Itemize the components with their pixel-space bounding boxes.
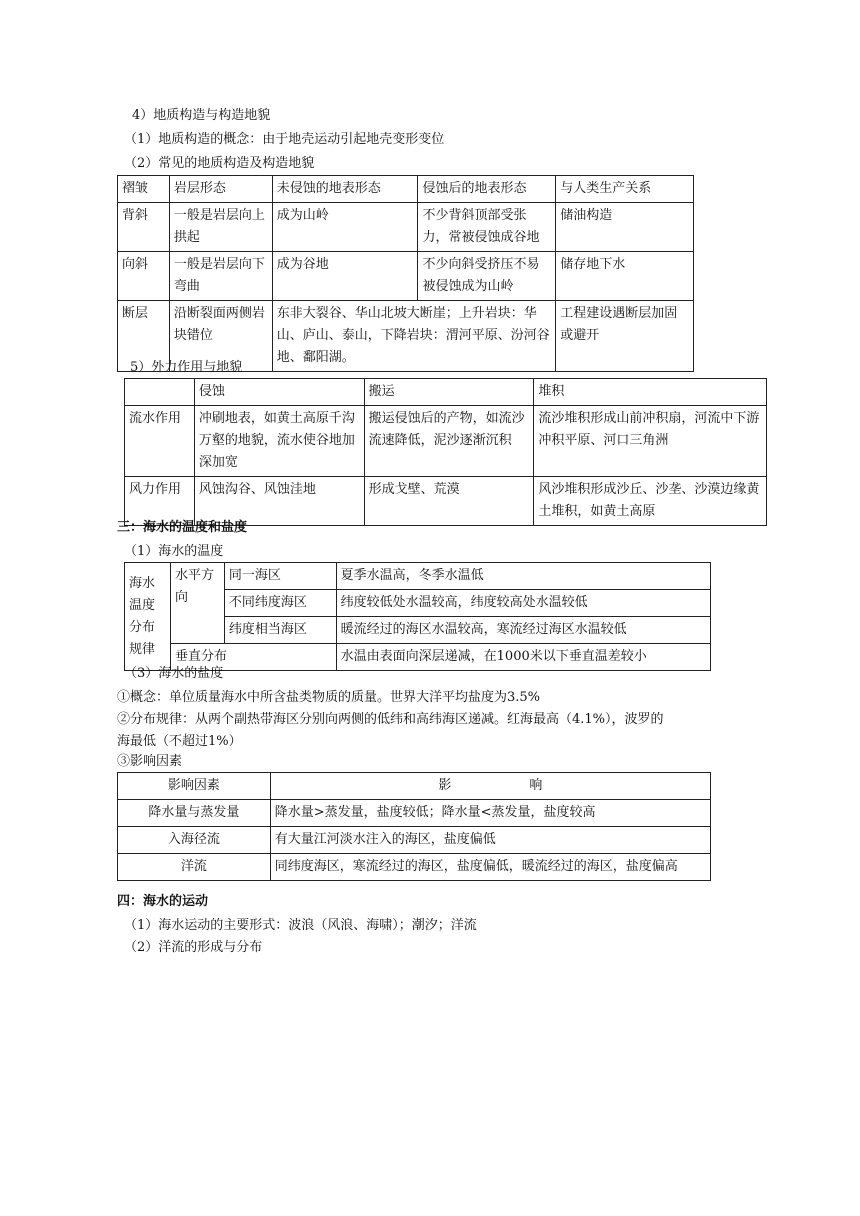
table-cell: 流沙堆积形成山前冲积扇，河流中下游冲积平原、河口三角洲 bbox=[534, 406, 767, 477]
paragraph-ocean-currents: （2）洋流的形成与分布 bbox=[124, 940, 263, 955]
table-cell: 成为谷地 bbox=[272, 252, 418, 301]
paragraph-salinity: （3）海水的盐度 bbox=[124, 666, 224, 681]
header-cell: 与人类生产关系 bbox=[556, 176, 694, 203]
table-cell: 不少向斜受挤压不易被侵蚀成为山岭 bbox=[418, 252, 556, 301]
table-cell: 储油构造 bbox=[556, 203, 694, 252]
table-cell: 流水作用 bbox=[125, 406, 195, 477]
table-row bbox=[118, 203, 694, 252]
header-cell: 侵蚀 bbox=[194, 379, 364, 406]
section-title-ocean-motion: 四：海水的运动 bbox=[117, 894, 209, 909]
section-title-temperature-salinity: 三：海水的温度和盐度 bbox=[117, 520, 248, 535]
paragraph-salinity-factors: ③影响因素 bbox=[117, 754, 183, 769]
table-cell: 沿断裂面两侧岩块错位 bbox=[169, 301, 272, 372]
header-cell: 堆积 bbox=[534, 379, 767, 406]
table-cell: 纬度相当海区 bbox=[224, 617, 336, 644]
table-cell: 水平方向 bbox=[170, 563, 224, 644]
table-row bbox=[118, 827, 711, 854]
table-row bbox=[118, 252, 694, 301]
paragraph-common-structures: （2）常见的地质构造及构造地貌 bbox=[124, 156, 315, 171]
paragraph-ocean-motion-forms: （1）海水运动的主要形式：波浪（风浪、海啸）；潮汐；洋流 bbox=[124, 918, 477, 933]
table-row bbox=[125, 406, 767, 477]
external-forces-table bbox=[124, 378, 767, 526]
header-cell: 影响因素 bbox=[118, 773, 271, 800]
table-cell: 有大量江河淡水注入的海区，盐度偏低 bbox=[270, 827, 710, 854]
table-cell: 降水量>蒸发量，盐度较低；降水量<蒸发量，盐度较高 bbox=[270, 800, 710, 827]
paragraph-salinity-distribution: ②分布规律：从两个副热带海区分别向两侧的低纬和高纬海区递减。红海最高（4.1%），波罗的 bbox=[117, 712, 664, 727]
table-cell: 形成戈壁、荒漠 bbox=[364, 477, 534, 526]
header-cell: 侵蚀后的地表形态 bbox=[418, 176, 556, 203]
header-cell: 影 响 bbox=[270, 773, 710, 800]
table-cell: 风蚀沟谷、风蚀洼地 bbox=[194, 477, 364, 526]
table-cell: 背斜 bbox=[118, 203, 170, 252]
table-cell: 降水量与蒸发量 bbox=[118, 800, 271, 827]
table-cell: 风力作用 bbox=[125, 477, 195, 526]
table-cell: 同一海区 bbox=[224, 563, 336, 590]
section-title-external-forces: 5）外力作用与地貌 bbox=[130, 360, 243, 375]
table-cell: 成为山岭 bbox=[272, 203, 418, 252]
section-title-geologic-structure: 4）地质构造与构造地貌 bbox=[132, 108, 271, 123]
table-cell: 向斜 bbox=[118, 252, 170, 301]
paragraph-salinity-concept: ①概念：单位质量海水中所含盐类物质的质量。世界大洋平均盐度为3.5% bbox=[117, 690, 541, 705]
table-cell: 断层 bbox=[118, 301, 170, 372]
table-header-row bbox=[118, 176, 694, 203]
table-cell: 搬运侵蚀后的产物，如流沙流速降低，泥沙逐渐沉积 bbox=[364, 406, 534, 477]
table-header-row bbox=[125, 379, 767, 406]
table-cell: 不少背斜顶部受张力，常被侵蚀成谷地 bbox=[418, 203, 556, 252]
table-cell: 垂直分布 bbox=[170, 644, 336, 671]
table-cell: 水温由表面向深层递减，在1000米以下垂直温差较小 bbox=[336, 644, 710, 671]
table-cell: 储存地下水 bbox=[556, 252, 694, 301]
table-cell: 夏季水温高，冬季水温低 bbox=[336, 563, 710, 590]
table-row bbox=[125, 563, 711, 590]
table-cell: 入海径流 bbox=[118, 827, 271, 854]
sea-temperature-table bbox=[124, 562, 711, 671]
table-cell: 暖流经过的海区水温较高，寒流经过海区水温较低 bbox=[336, 617, 710, 644]
table-cell: 海水温度分布规律 bbox=[125, 563, 171, 671]
table-cell: 纬度较低处水温较高，纬度较高处水温较低 bbox=[336, 590, 710, 617]
table-cell: 风沙堆积形成沙丘、沙垄、沙漠边缘黄土堆积，如黄土高原 bbox=[534, 477, 767, 526]
header-cell: 褶皱 bbox=[118, 176, 170, 203]
header-cell: 搬运 bbox=[364, 379, 534, 406]
table-cell: 冲刷地表，如黄土高原千沟万壑的地貌，流水使谷地加深加宽 bbox=[194, 406, 364, 477]
header-cell: 岩层形态 bbox=[169, 176, 272, 203]
table-row bbox=[118, 800, 711, 827]
table-row bbox=[118, 854, 711, 881]
paragraph-concept: （1）地质构造的概念：由于地壳运动引起地壳变形变位 bbox=[124, 132, 445, 147]
table-cell: 一般是岩层向上拱起 bbox=[169, 203, 272, 252]
paragraph-salinity-distribution-cont: 海最低（不超过1%） bbox=[117, 734, 242, 749]
table-cell: 一般是岩层向下弯曲 bbox=[169, 252, 272, 301]
table-cell: 不同纬度海区 bbox=[224, 590, 336, 617]
table-cell: 洋流 bbox=[118, 854, 271, 881]
paragraph-sea-temperature: （1）海水的温度 bbox=[124, 544, 224, 559]
header-cell bbox=[125, 379, 195, 406]
table-cell: 工程建设遇断层加固或避开 bbox=[556, 301, 694, 372]
salinity-factors-table bbox=[117, 772, 711, 881]
table-cell: 东非大裂谷、华山北坡大断崖；上升岩块：华山、庐山、泰山，下降岩块：渭河平原、汾河谷地、鄱阳湖。 bbox=[272, 301, 555, 372]
header-cell: 未侵蚀的地表形态 bbox=[272, 176, 418, 203]
table-header-row bbox=[118, 773, 711, 800]
table-cell: 同纬度海区，寒流经过的海区，盐度偏低，暖流经过的海区，盐度偏高 bbox=[270, 854, 710, 881]
geologic-structure-table bbox=[117, 175, 694, 372]
